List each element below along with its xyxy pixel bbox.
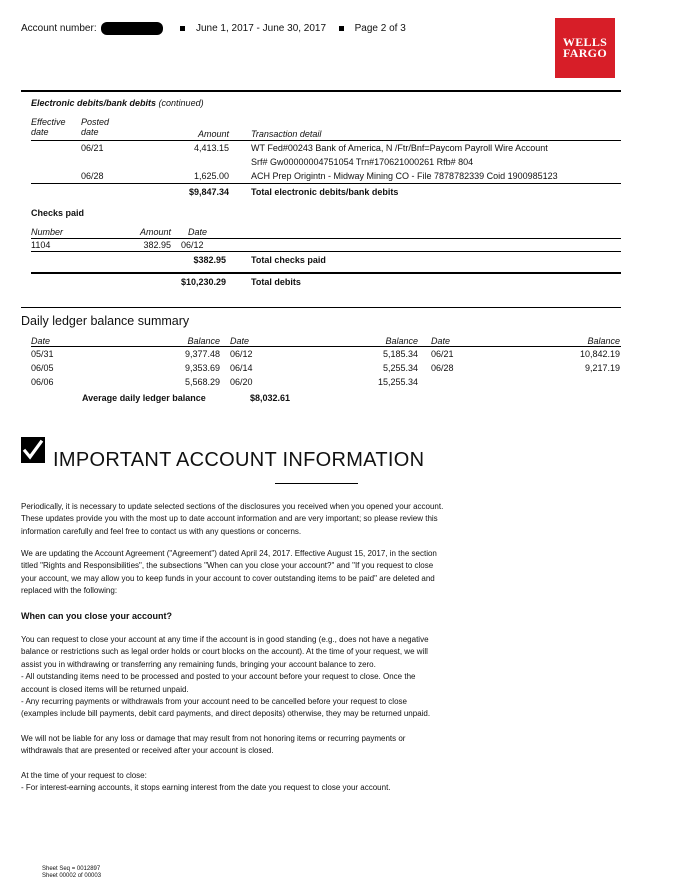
ledger-date: 06/28	[431, 363, 454, 373]
important-para-5: At the time of your request to close: - For interest-earning accounts, it stops earning interest from the date you request to close your account.	[21, 771, 391, 793]
ledger-date: 06/14	[230, 363, 253, 373]
checks-section-title: Checks paid	[31, 208, 85, 218]
average-balance-value: $8,032.61	[250, 393, 291, 403]
col-check-date: Date	[188, 227, 208, 237]
ledger-title: Daily ledger balance summary	[21, 314, 190, 328]
col-check-number: Number	[31, 227, 64, 237]
total-debits-label: Total debits	[251, 277, 301, 287]
statement-period: June 1, 2017 - June 30, 2017	[195, 23, 327, 35]
col-posted-date: Posted date	[81, 117, 110, 137]
debit-row-amount: 4,413.15	[193, 143, 229, 153]
col-check-amount: Amount	[139, 227, 171, 237]
check-number: 1104	[31, 240, 51, 250]
ledger-balance: 5,185.34	[382, 349, 418, 359]
separator-square-icon	[180, 26, 185, 31]
ledger-date: 06/12	[230, 349, 253, 359]
important-para-3: You can request to close your account at any time if the account is in good standing (e.g., does not have a negative balance or restrictions such as legal order holds or court blocks on the account). At the time of your request, we will assist you in withdrawing or transferring any remaining funds, bringing your account balance to zero. - All outstanding items need to be processed and posted to your account before your request to close. Once the account is closed items will be returned unpaid. - Any recurring payments or withdrawals from your account need to be cancelled before your request to close (examples include bill payments, debit card payments, and direct deposits) otherwise, they may be returned unpaid.	[21, 635, 431, 719]
average-balance-label: Average daily ledger balance	[82, 393, 206, 403]
debits-total-label: Total electronic debits/bank debits	[251, 187, 399, 197]
ledger-col-date: Date	[31, 336, 51, 346]
debit-row-posted: 06/28	[81, 171, 104, 181]
ledger-balance: 5,255.34	[382, 363, 418, 373]
ledger-balance: 15,255.34	[377, 377, 418, 387]
total-rule	[31, 183, 621, 184]
account-number-label: Account number:	[21, 23, 97, 35]
check-date: 06/12	[181, 240, 204, 250]
ledger-date: 06/20	[230, 377, 253, 387]
header-underline	[31, 238, 621, 239]
debit-row-posted: 06/21	[81, 143, 104, 153]
ledger-date: 06/05	[31, 363, 54, 373]
debit-row-detail: WT Fed#00243 Bank of America, N /Ftr/Bnf=Paycom Payroll Wire Account	[251, 143, 548, 153]
ledger-balance: 9,217.19	[584, 363, 620, 373]
col-effective-date: Effective date	[31, 117, 66, 137]
ledger-col-balance: Balance	[385, 336, 418, 346]
total-rule	[31, 272, 621, 274]
check-amount: 382.95	[143, 240, 171, 250]
checkmark-icon	[21, 437, 45, 463]
checks-total-label: Total checks paid	[251, 255, 326, 265]
close-account-subheading: When can you close your account?	[21, 611, 173, 621]
col-amount: Amount	[197, 129, 229, 139]
ledger-col-balance: Balance	[587, 336, 620, 346]
ledger-date: 06/06	[31, 377, 54, 387]
ledger-col-date: Date	[230, 336, 250, 346]
section-divider	[21, 90, 621, 92]
checks-total-amount: $382.95	[193, 255, 226, 265]
statement-header	[21, 22, 406, 35]
redacted-account-number	[101, 22, 163, 35]
ledger-balance: 9,377.48	[184, 349, 220, 359]
header-underline	[31, 346, 621, 347]
total-debits-amount: $10,230.29	[180, 277, 226, 287]
ledger-col-date: Date	[431, 336, 451, 346]
ledger-balance: 9,353.69	[184, 363, 220, 373]
ledger-col-balance: Balance	[187, 336, 220, 346]
important-para-2: We are updating the Account Agreement ("Agreement") dated April 24, 2017. Effective August 15, 2017, in the section titled "Rights and Responsibilities", the subsections "When can you close your account?" and "If you request to close your account, we may allow you to keep funds in your account to cover outstanding items to be paid" are deleted and replaced with the following:	[21, 549, 437, 596]
debit-row-detail: ACH Prep Origintn - Midway Mining CO - File 7878782339 Coid 1900985123	[251, 171, 558, 181]
ledger-date: 06/21	[431, 349, 454, 359]
debits-section-title: Electronic debits/bank debits (continued)	[31, 98, 204, 108]
wells-fargo-logo: WELLS FARGO	[555, 18, 615, 78]
title-underline	[275, 483, 358, 484]
section-divider	[21, 307, 621, 308]
debit-row-amount: 1,625.00	[193, 171, 229, 181]
page-indicator: Page 2 of 3	[354, 23, 406, 35]
col-transaction-detail: Transaction detail	[251, 129, 322, 139]
important-info-title: IMPORTANT ACCOUNT INFORMATION	[53, 449, 425, 471]
important-para-4: We will not be liable for any loss or damage that may result from not honoring items or recurring payments or withdrawals that are presented or received after your account is closed.	[21, 734, 406, 756]
separator-square-icon	[339, 26, 344, 31]
sheet-sequence: Sheet Seq = 0012897 Sheet 00002 of 00003	[42, 866, 102, 879]
ledger-balance: 5,568.29	[184, 377, 220, 387]
debit-row-detail: Srf# Gw00000004751054 Trn#170621000261 Rfb# 804	[251, 157, 474, 167]
important-para-1: Periodically, it is necessary to update selected sections of the disclosures you received when you opened your account. These updates provide you with the most up to date account information and are very important; so please review this information carefully and feel free to contact us with any questions or concerns.	[21, 502, 444, 536]
ledger-balance: 10,842.19	[579, 349, 620, 359]
debits-total-amount: $9,847.34	[188, 187, 229, 197]
total-rule	[31, 251, 621, 252]
header-underline	[31, 140, 621, 141]
ledger-date: 05/31	[31, 349, 54, 359]
